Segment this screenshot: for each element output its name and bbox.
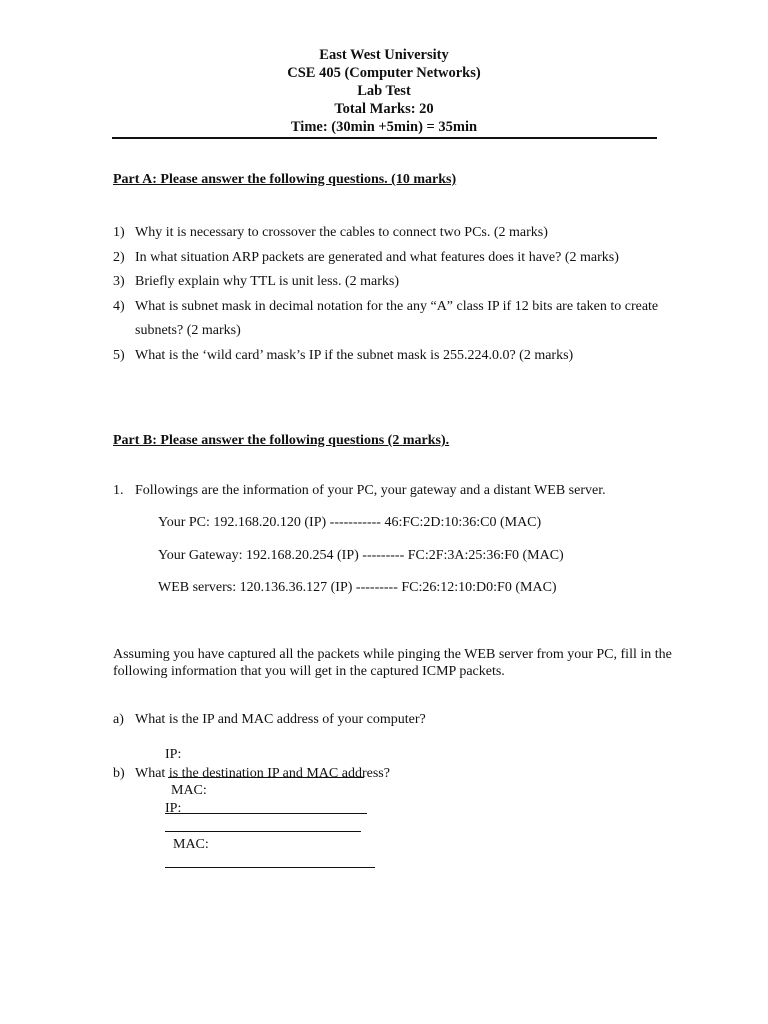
part-b-question-text: Followings are the information of your PC, your gateway and a distant WEB server. bbox=[135, 483, 606, 498]
ip-answer-blank[interactable] bbox=[165, 817, 361, 832]
university-name: East West University bbox=[319, 47, 449, 63]
question-text: What is subnet mask in decimal notation for the any “A” class IP if 12 bits are taken to create subnets? (2 marks) bbox=[135, 298, 659, 339]
answer-row-b bbox=[158, 785, 375, 873]
instructions-paragraph: Assuming you have captured all the packets while pinging the WEB server from your PC, fill in the following information that you will get in the captured ICMP packets. bbox=[113, 647, 672, 679]
question-number: 3) bbox=[113, 274, 125, 290]
course-title: CSE 405 (Computer Networks) bbox=[287, 65, 481, 81]
question-text: Why it is necessary to crossover the cables to connect two PCs. (2 marks) bbox=[135, 225, 548, 240]
question-text: What is the ‘wild card’ mask’s IP if the subnet mask is 255.224.0.0? (2 marks) bbox=[135, 347, 574, 363]
mac-label: MAC: bbox=[173, 837, 209, 852]
question-number: 5) bbox=[113, 347, 125, 363]
part-b-title: Part B: Please answer the following questions (2 marks). bbox=[113, 433, 450, 448]
info-web-server: WEB servers: 120.136.36.127 (IP) --------- FC:26:12:10:D0:F0 (MAC) bbox=[158, 580, 557, 595]
info-your-gateway: Your Gateway: 192.168.20.254 (IP) --------- FC:2F:3A:25:36:F0 (MAC) bbox=[158, 548, 564, 563]
question-number: 4) bbox=[113, 298, 125, 314]
sub-question-a-text: What is the IP and MAC address of your computer? bbox=[135, 712, 426, 727]
question-number: 2) bbox=[113, 249, 125, 265]
part-b-question-number: 1. bbox=[113, 483, 124, 498]
sub-question-b-label: b) bbox=[113, 766, 125, 781]
exam-time: Time: (30min +5min) = 35min bbox=[290, 119, 478, 135]
part-a-question-list bbox=[113, 221, 673, 369]
ip-label: IP: bbox=[165, 747, 182, 762]
header-divider bbox=[112, 137, 657, 139]
question-item bbox=[113, 295, 673, 344]
question-item bbox=[113, 246, 673, 271]
part-a-title: Part A: Please answer the following questions. (10 marks) bbox=[113, 172, 457, 187]
sub-question-a-label: a) bbox=[113, 712, 124, 727]
question-text: Briefly explain why TTL is unit less. (2 marks) bbox=[135, 274, 400, 290]
question-item bbox=[113, 270, 673, 295]
total-marks: Total Marks: 20 bbox=[334, 101, 434, 117]
mac-answer-blank[interactable] bbox=[165, 853, 375, 868]
question-text: In what situation ARP packets are generated and what features does it have? (2 marks) bbox=[135, 249, 619, 265]
sub-question-b-text: What is the destination IP and MAC address? bbox=[135, 766, 390, 781]
question-item bbox=[113, 344, 673, 369]
exam-type: Lab Test bbox=[357, 83, 411, 99]
mac-label: MAC: bbox=[171, 783, 207, 798]
info-your-pc: Your PC: 192.168.20.120 (IP) ----------- 46:FC:2D:10:36:C0 (MAC) bbox=[158, 515, 542, 530]
question-item bbox=[113, 221, 673, 246]
exam-header bbox=[0, 46, 768, 136]
question-number: 1) bbox=[113, 225, 125, 240]
ip-label: IP: bbox=[165, 801, 182, 816]
